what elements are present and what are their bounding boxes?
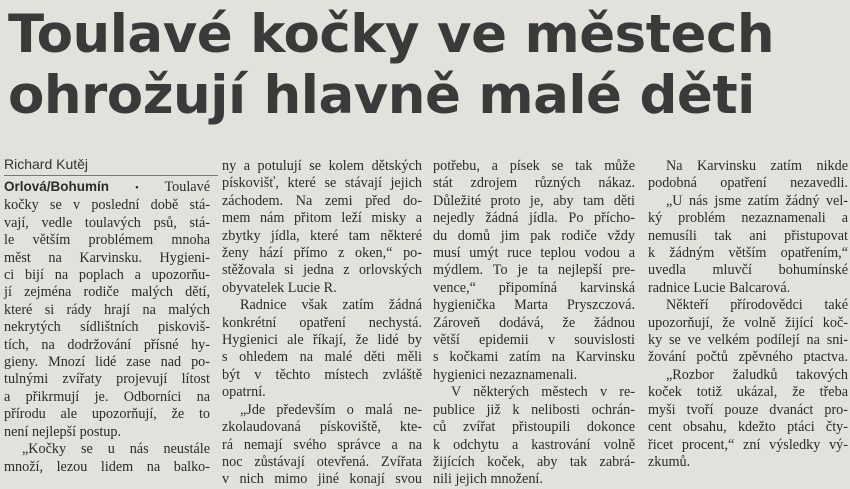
text-line: mýdlem. To je ta nejlepší pre- xyxy=(433,262,635,279)
text-line: vence,“ připomíná karvinská xyxy=(433,279,635,296)
text-line: Někteří přírodovědci také xyxy=(666,297,848,314)
text-line: Na Karvinsku zatím nikde xyxy=(666,158,848,174)
text-line: ci bijí na poplach a upozorňu- xyxy=(4,267,210,284)
text-line: k žádným větším opatřením,“ xyxy=(648,245,848,262)
text-line: publice již k nelibosti ochrán- xyxy=(433,401,635,418)
text-line: konkrétní opatření nechystá. xyxy=(222,314,422,331)
text-line: musí umýt ruce teplou vodou a xyxy=(433,245,635,262)
text-line: ny a potulují se kolem dětských xyxy=(222,158,422,174)
text-line: a přikrmují je. Odborníci na xyxy=(4,388,210,405)
headline-line-2: ohrožují hlavně malé děti xyxy=(8,65,755,126)
text-line: noc zůstávají otevřená. Zvířata xyxy=(222,453,422,470)
text-line: zkolaudovaná pískoviště, kte- xyxy=(222,419,422,436)
text-line: mem nám přitom leží misky a xyxy=(222,210,422,227)
text-line: „Kočky se u nás neustále xyxy=(22,441,210,458)
text-line: ky se ve velkém podílejí na sni- xyxy=(648,332,848,349)
text-line: Zároveň dodává, že žádnou xyxy=(433,314,635,331)
text-line: množí, lezou lidem na balko- xyxy=(4,458,210,475)
text-line: podobná opatření nezavedli. xyxy=(648,175,848,192)
text-line: řicet procent,“ zní výsledky vý- xyxy=(648,436,848,453)
text-line: větší epidemii v souvislosti xyxy=(433,332,635,349)
text-line: záchodem. Na zemi před do- xyxy=(222,192,422,209)
text-line: potřebu, a písek se tak může xyxy=(433,158,635,174)
text-line: ký problém nezaznamenali a xyxy=(648,210,848,227)
text-line: cent obsahu, kdežto ptáci čty- xyxy=(648,419,848,436)
dateline-location: Orlová/Bohumín xyxy=(4,179,110,194)
headline-line-1: Toulavé kočky ve městech xyxy=(8,4,775,65)
text-line: uvedla mluvčí bohumínské xyxy=(648,262,848,279)
text-line: koček totiž ukázal, že třeba xyxy=(648,384,848,401)
text-line: zbytky jídla, které tam některé xyxy=(222,227,422,244)
text-line: žování počtů zpěvného ptactva. xyxy=(648,349,848,366)
article-column-2 xyxy=(222,158,422,489)
text-line: nejedly žádná jídla. Po přícho- xyxy=(433,210,635,227)
text-line: ženy hází přímo z oken,“ po- xyxy=(222,245,422,262)
lead-line xyxy=(4,178,210,197)
text-line: Radnice však zatím žádná xyxy=(240,297,422,314)
text-line: „U nás jsme zatím žádný vel- xyxy=(666,192,848,209)
text-line: myši tvoří pouze dvanáct pro- xyxy=(648,401,848,418)
text-line: ců zvířat přistoupili dokonce xyxy=(433,419,635,436)
text-line: upozorňují, že volně žijící koč- xyxy=(648,314,848,331)
bullet-icon: • xyxy=(134,182,139,194)
text-line: žijících koček, aby tak zabrá- xyxy=(433,453,635,470)
text-line: není nejlepší postup. xyxy=(4,423,122,440)
text-line: s ohledem na malé děti měli xyxy=(222,349,422,366)
text-line: tích, na dodržování přísné hy- xyxy=(4,336,210,353)
text-line: v nich mimo jiné konají svou xyxy=(222,471,422,488)
text-line: pískovišť, které se stávají jejich xyxy=(222,175,422,192)
text-line: nemusíli tak ani přistupovat xyxy=(648,227,848,244)
article-headline xyxy=(8,4,848,126)
text-line: V některých městech v re- xyxy=(451,384,635,401)
article-column-3 xyxy=(433,158,635,489)
text-line: stát zdrojem různých nákaz. xyxy=(433,175,635,192)
text-line: jí zejména rodiče malých dětí, xyxy=(4,284,210,301)
text-line: přírodu ale upozorňují, že to xyxy=(4,406,210,423)
text-line: být v těchto místech zvláště xyxy=(222,366,422,383)
text-line: rá nemají svého správce a na xyxy=(222,436,422,453)
text-line: vají, vedle toulavých psů, stá- xyxy=(4,214,210,231)
text-line: tulnými zvířaty projevují lítost xyxy=(4,371,210,388)
text-line: Důležité proto je, aby tam děti xyxy=(433,192,635,209)
text-line: kočky se v poslední době stá- xyxy=(4,197,210,214)
text-line: „Rozbor žaludků takových xyxy=(666,366,848,383)
text-line: du domů jim pak rodiče vždy xyxy=(433,227,635,244)
text-line: s kočkami zatím na Karvinsku xyxy=(433,349,635,366)
text-line: zkumů. xyxy=(648,453,691,470)
text-line: hygienička Marta Pryszczová. xyxy=(433,297,635,314)
text-line: nekrytých sídlištních piskoviš- xyxy=(4,319,210,336)
text-line: měst na Karvinsku. Hygieni- xyxy=(4,249,210,266)
text-line: radnice Lucie Balcarová. xyxy=(648,279,791,296)
text-line: obyvatelek Lucie R. xyxy=(222,279,337,296)
text-line: nili jejich množení. xyxy=(433,471,543,488)
text-line: stěžovala si jedna z orlovských xyxy=(222,262,422,279)
author-byline: Richard Kutěj xyxy=(4,156,89,172)
byline-row xyxy=(4,155,218,176)
text-line: opatrní. xyxy=(222,384,266,401)
text-line: Toulavé xyxy=(164,179,210,195)
text-line: gieny. Mnozí lidé zase nad po- xyxy=(4,354,210,371)
text-line: Hygienici ale říkají, že lidé by xyxy=(222,332,422,349)
text-line: le větším problémem mnoha xyxy=(4,232,210,249)
text-line: „Jde především o malá ne- xyxy=(240,401,422,418)
text-line: hygienici nezaznamenali. xyxy=(433,366,578,383)
text-line: k odchytu a kastrování volně xyxy=(433,436,635,453)
article-column-4 xyxy=(648,158,848,471)
text-line: které si rády hrají na malých xyxy=(4,301,210,318)
article-column-1 xyxy=(4,178,210,476)
